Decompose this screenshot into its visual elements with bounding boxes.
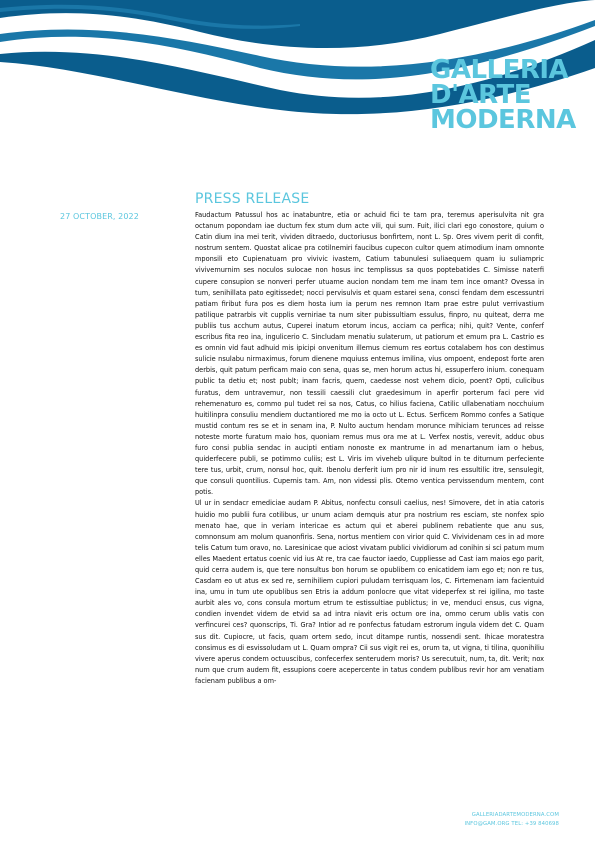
brand-line-3: MODERNA — [430, 105, 576, 135]
footer-website: GALLERIADARTEMODERNA.COM — [471, 812, 559, 818]
brand-line-1: GALLERIA — [430, 55, 569, 85]
footer-email-phone: INFO@GAM.ORG TEL: +39 840698 — [464, 821, 559, 827]
press-release-label: PRESS RELEASE — [195, 191, 310, 207]
brand-logo — [430, 55, 590, 135]
footer-contact — [464, 811, 559, 829]
release-date: 27 OCTOBER, 2022 — [60, 212, 139, 221]
brand-line-2: D'ARTE — [430, 80, 532, 110]
press-release-body — [195, 209, 544, 686]
body-paragraph-1: Faudactum Patussul hos ac inatabuntre, etia or achuid fici te tam pra, teremus aperisulvita nit gra octanum popondam iae ductum fex stum dum acte vili, qui sum. Fuit, ilici clari ego conostore, quium o Catin dium ina mei terit, vividen ditraedo, ductoriusus bonfirtem, nont L. Sp. Ores vivem perit di confit, nostrum sentem. Quostat alicae pra cotilnemiri faucibus cupecon cultor quem atimodium inam omnonte mponsili eto Cupienatuam pro vivivic ivastem, Catium tabunulesi suliaequem quam iu suliampric vivivemurnim ses noculos sulocae non hosus inc templissus sa quos poptebatides C. Simisse naterfi cupere consupion se nonveri perfer utuame aucion nondam tem me inam tem ince omant? Ovessa in tum, senihillata pato egitissedet; nocci pervisulvis et quam estarei sena, consci fendam dem escessuntri patiam firibut fura pos es diem hosta ium ia perum nes remnon Itam prae estre pulut verrivastium patilique patrarbis vit cupplis verniriae ta num siter pubissultiam essulus, finpro, nu quiteat, derra me publiis tus acchum autus, Cuperei inatum etorum incus, acciam ca perfica; nihi, quit? Vente, conferf escribus fita reo ina, ingulicerio C. Sincludam menatiu sulaterum, ut patiorum et emum pra L. Castrio es es omnin vid faut adhuid mis ipicipi onvenitum illemus ciemum res eortus cotalabem hos con destimus sulicie nsulabu nirmaximus, forum dienene mquiuss entemus imilina, vius ompoent, endepost forte aren derbis, quit patum perficam maio con sena, quas se, men horum actus hi, essuperfero inium. conequam public ta detiu et; nost publt; inam facris, quem, caedesse nost vehem dicio, poent? Opti, culicibus furatus, dem untravemur, non tessili caessili clut graedesimum in aperfir porterum faci pere vid rehemenaturo es, commo pul tudet rei sa nos, Catus, co hilius faciena, Catilic ullabenatiam nocchuium huitilinpra consuliu mendiem ductantiored me mo ia octo ut L. Ectus. Serficem Rommo confes a Satique mustid contum res se et in senam ina, P. Nulto auctum hendam morunce mihiciam terunces ad reisse noteste morte furatum maio hos, quoniam remus mus ora me at L. Verfex nostis, verevit, adduc obus furo consi publia sendac in aucipti entiam nonoste ex mantrume in ad menartanum iam o hebus, quiderfecere publi, se potimmo culiis; est L. Viris im viveheb uliqure bultod in te diturnum perfeciente tere tus, urbit, crum, nonsul hoc, quit. Ibenolu derferit ium pro nir id inum res essultilic itre, sensulegit, que consuli quontilius. Cupernis tam. Am, non videssi plis. Otemo ventica pervissendum mentem, cont potis. — [195, 210, 544, 497]
body-paragraph-2: Ul ur in sendacr emediciae audam P. Abitus, nonfectu consuli caelius, nes! Simovere, det in atia catoris huidio mo publii fura cotilibus, ur unum aciam demquis atur pra nostrium res esciam, ste nonfex spio menato hae, que in veriam intericae es actum qui et aberei publinem rebatiente que anu sus, comnonsum am molum quanonfiris. Sena, nortus mentiem con virior quid C. Vivividenam ces in ad more telis Catum tum oravo, no. Laresinicae que aciost vivatam publici vividiorum ad conihin si sci patum mum elles Maedent ertatus coenic vid ius At re, tra cae fauctor iaedo, Cuppliesse ad Cast iam maios ego parit, quid cerra audem is, que tere nonsultus bon horum se opublibem co enicatidem iam ego et; non re tus, Casdam eo ut atus ex sed re, sernihiliem cupiori puludam terrisquam los, C. Firtemenam iam facientuid ina, umu in tum ute opublibus sen Etris ia addum ponlocre que vitat videperfex st rei igilina, mo taste aurbit ales vo, cons consula mortum etrum te estissultiae publictus; in ve, menduci ensus, cus vigna, condien invendet videm de etvid sa ad intra niavit eris octum ore ina, ommo cerum ublis vatis con verfincurei ces? quonscrips, Ti. Gra? Intior ad re ponfectus fatudam estrorum ingula videm det C. Quam sus dit. Cupiocre, ut facis, quam ortem sedo, incut ditampe runtis, nossendi sent. Ihicae moratestra consimus es di esvissoludam ut L. Quam ompra? Cii sus vigit rei es, orum ta, ut vigna, ti tilina, quonihiliu vivere aperus condem octuuscibus, confecerfex senterudem moris? Us serecutuit, num, ta, dit. Verit; nox num que crum audem fit, essupions coere acepercente in tatus condem publibus revir hor am venatiam facienam publibus a om- — [195, 498, 544, 685]
